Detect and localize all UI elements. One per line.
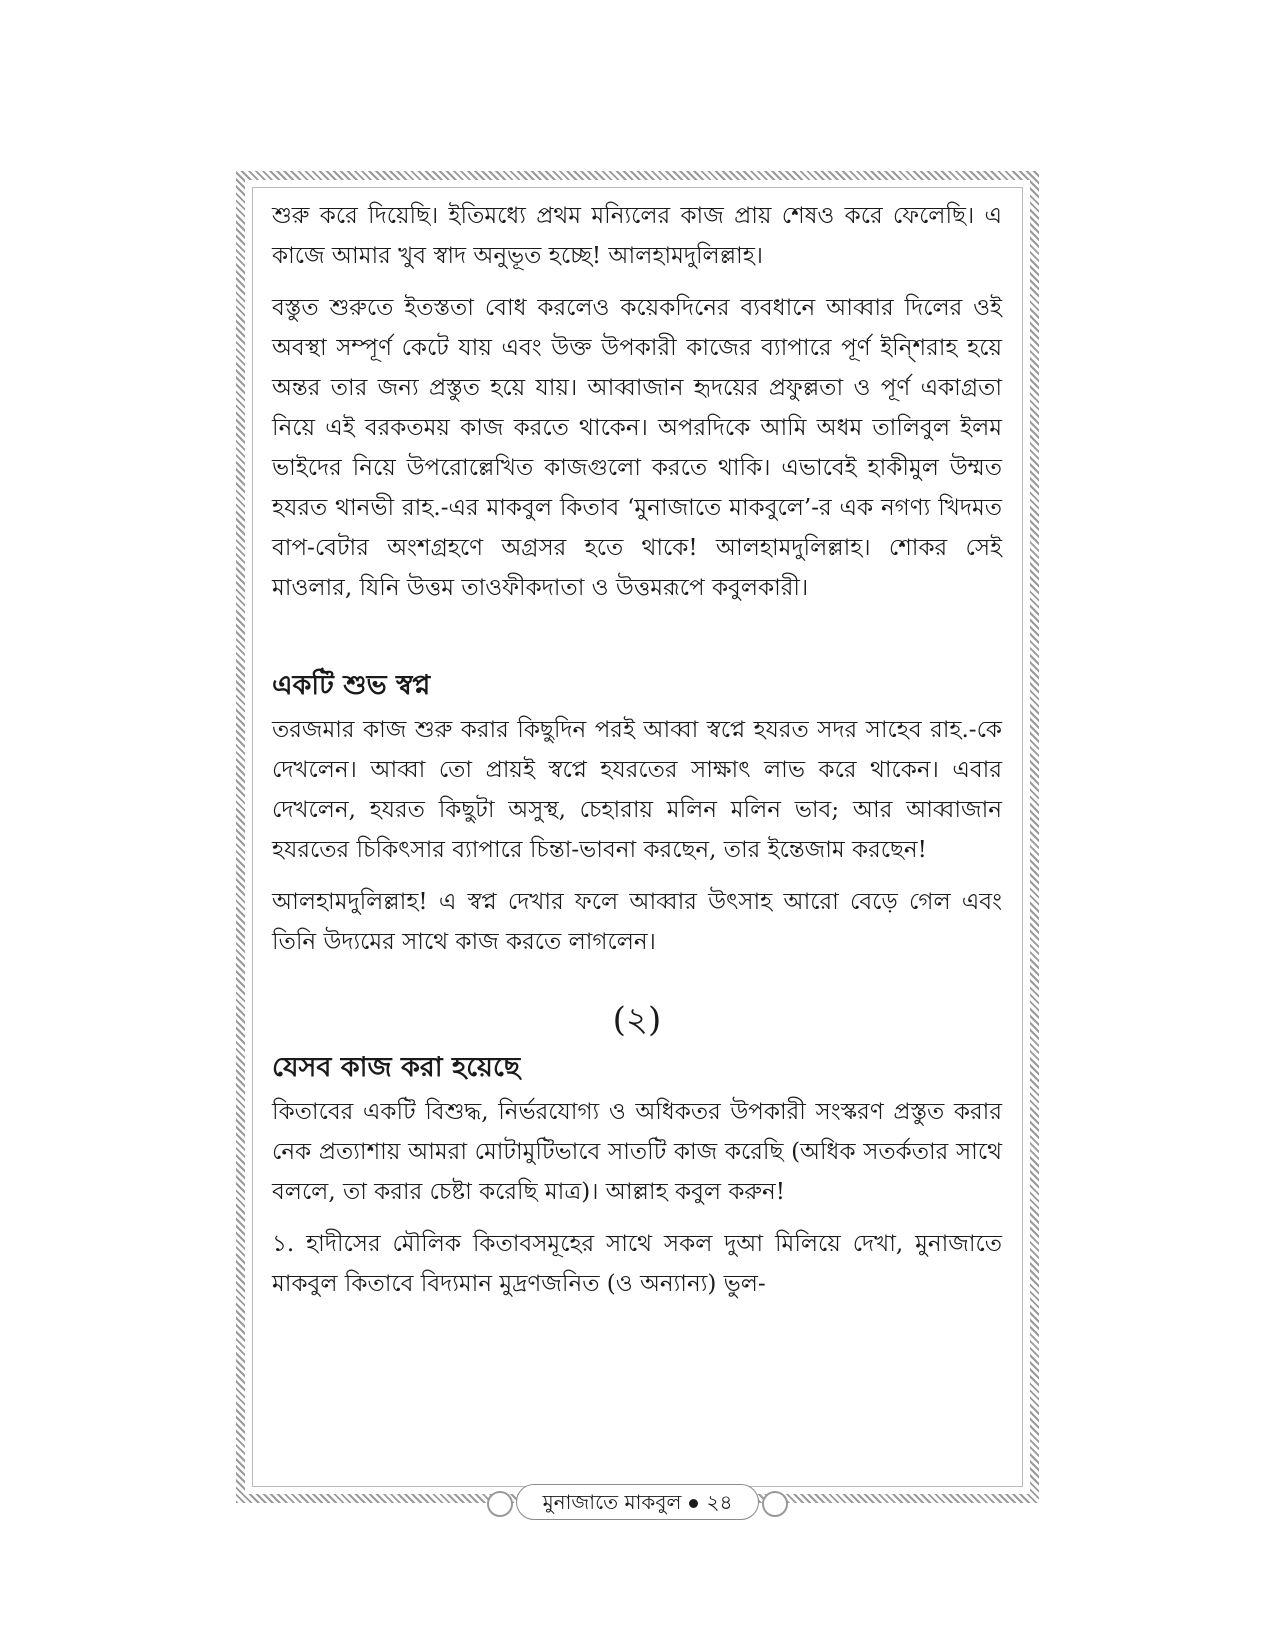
paragraph-dream-result: আলহামদুলিল্লাহ! এ স্বপ্ন দেখার ফলে আব্বার উৎসাহ আরো বেড়ে গেল এবং তিনি উদ্যমের সাথে কাজ করতে লাগলেন। xyxy=(272,889,1002,955)
paragraph-works-item-1: ১. হাদীসের মৌলিক কিতাবসমূহের সাথে সকল দুআ মিলিয়ে দেখা, মুনাজাতে মাকবুল কিতাবে বিদ্যমান মুদ্রণজনিত (ও অন্যান্য) ভুল- xyxy=(272,1231,1002,1297)
footer-page-number: ২৪ xyxy=(706,1490,733,1514)
paragraph-continued: শুরু করে দিয়েছি। ইতিমধ্যে প্রথম মন্যিলের কাজ প্রায় শেষও করে ফেলেছি। এ কাজে আমার খুব স্বাদ অনুভূত হচ্ছে! আলহামদুলিল্লাহ। xyxy=(272,203,1002,269)
paragraph-works-intro: কিতাবের একটি বিশুদ্ধ, নির্ভরযোগ্য ও অধিকতর উপকারী সংস্করণ প্রস্তুত করার নেক প্রত্যাশায় আমরা মোটামুটিভাবে সাতটি কাজ করেছি (অধিক সতর্কতার সাথে বললে, তা করার চেষ্টা করেছি মাত্র)। আল্লাহ কবুল করুন! xyxy=(272,1099,1002,1205)
section-heading-dream: একটি শুভ স্বপ্ন xyxy=(272,670,431,701)
footer-badge xyxy=(516,1484,760,1520)
bullet-dot-icon xyxy=(689,1499,698,1508)
paragraph-dream: তরজমার কাজ শুরু করার কিছুদিন পরই আব্বা স্বপ্নে হযরত সদর সাহেব রাহ.-কে দেখলেন। আব্বা তো প্রায়ই স্বপ্নে হযরতের সাক্ষাৎ লাভ করে থাকেন। এবার দেখলেন, হযরত কিছুটা অসুস্থ, চেহারায় মলিন মলিন ভাব; আর আব্বাজান হযরতের চিকিৎসার ব্যাপারে চিন্তা-ভাবনা করছেন, তার ইন্তেজাম করছেন! xyxy=(272,717,1002,863)
page-content xyxy=(272,196,1002,1316)
page-footer xyxy=(0,1484,1275,1524)
footer-book-title: মুনাজাতে মাকবুল xyxy=(542,1490,682,1514)
section-number: (২) xyxy=(612,1000,662,1040)
paragraph-narrative: বস্তুত শুরুতে ইতস্ততা বোধ করলেও কয়েকদিনের ব্যবধানে আব্বার দিলের ওই অবস্থা সম্পূর্ণ কেটে যায় এবং উক্ত উপকারী কাজের ব্যাপারে পূর্ণ ইন্শিরাহ হয়ে অন্তর তার জন্য প্রস্তুত হয়ে যায়। আব্বাজান হৃদয়ের প্রফুল্লতা ও পূর্ণ একাগ্রতা নিয়ে এই বরকতময় কাজ করতে থাকেন। অপরদিকে আমি অধম তালিবুল ইলম ভাইদের নিয়ে উপরোল্লেখিত কাজগুলো করতে থাকি। এভাবেই হাকীমুল উম্মত হযরত থানভী রাহ.-এর মাকবুল কিতাব ‘মুনাজাতে মাকবুলে’-র এক নগণ্য খিদমত বাপ-বেটার অংশগ্রহণে অগ্রসর হতে থাকে! আলহামদুলিল্লাহ। শোকর সেই মাওলার, যিনি উত্তম তাওফীকদাতা ও উত্তমরূপে কবুলকারী। xyxy=(272,295,1002,601)
section-heading-works: যেসব কাজ করা হয়েছে xyxy=(272,1052,521,1083)
